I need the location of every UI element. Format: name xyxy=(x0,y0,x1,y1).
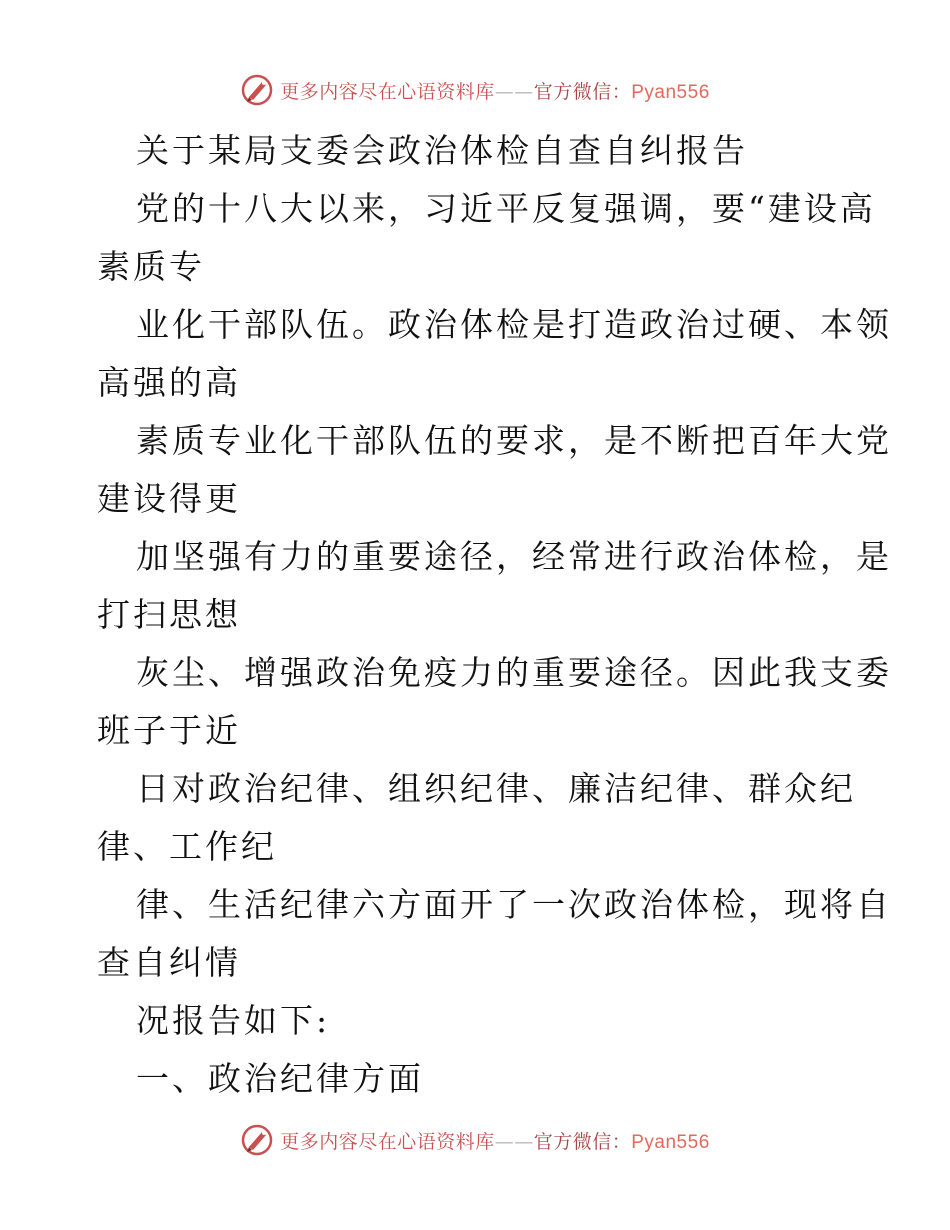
text-line: 律、工作纪 xyxy=(97,827,277,866)
watermark-text xyxy=(280,77,710,104)
text-line: 况报告如下: xyxy=(136,1001,331,1040)
watermark-sub: 官方微信： xyxy=(533,1130,632,1153)
watermark-main: 更多内容尽在心语资料库 xyxy=(280,1130,495,1153)
text-line: 建设得更 xyxy=(97,479,241,518)
watermark-group xyxy=(240,1123,710,1157)
pen-logo-icon xyxy=(240,1123,274,1157)
text-line: 素质专 xyxy=(97,247,205,286)
text-line: 班子于近 xyxy=(97,711,241,750)
text-line: 律、生活纪律六方面开了一次政治体检，现将自 xyxy=(136,885,892,924)
text-line: 一、政治纪律方面 xyxy=(136,1059,424,1098)
text-line: 高强的高 xyxy=(97,363,241,402)
text-line: 业化干部队伍。政治体检是打造政治过硬、本领 xyxy=(136,305,892,344)
pen-logo-icon xyxy=(240,73,274,107)
watermark-text xyxy=(280,1127,710,1154)
text-line: 素质专业化干部队伍的要求，是不断把百年大党 xyxy=(136,421,892,460)
watermark-dash: —— xyxy=(494,1130,534,1153)
text-line: 加坚强有力的重要途径，经常进行政治体检，是 xyxy=(136,537,892,576)
footer-watermark-banner xyxy=(0,1118,950,1162)
header-watermark-banner xyxy=(0,68,950,112)
watermark-group xyxy=(240,73,710,107)
text-line: 党的十八大以来，习近平反复强调，要“建设高 xyxy=(136,189,876,228)
watermark-dash: —— xyxy=(494,80,534,103)
document-body xyxy=(97,122,892,1108)
document-title: 关于某局支委会政治体检自查自纠报告 xyxy=(136,131,748,170)
watermark-sub: 官方微信： xyxy=(533,80,632,103)
text-line: 打扫思想 xyxy=(97,595,241,634)
text-line: 灰尘、增强政治免疫力的重要途径。因此我支委 xyxy=(136,653,892,692)
text-line: 查自纠情 xyxy=(97,943,241,982)
watermark-main: 更多内容尽在心语资料库 xyxy=(280,80,495,103)
watermark-id: Pyan556 xyxy=(631,1131,710,1153)
watermark-id: Pyan556 xyxy=(631,81,710,103)
text-line: 日对政治纪律、组织纪律、廉洁纪律、群众纪 xyxy=(136,769,856,808)
